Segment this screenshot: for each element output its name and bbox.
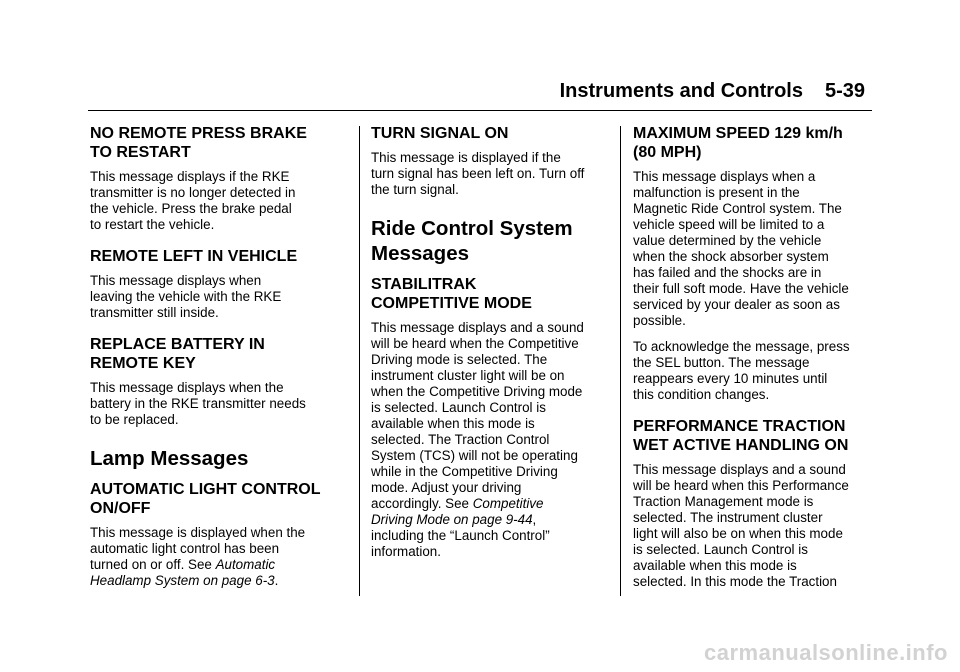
heading-remote-left: REMOTE LEFT IN VEHICLE bbox=[90, 248, 298, 265]
heading-max-speed: MAXIMUM SPEED 129 km/h (80 MPH) bbox=[633, 125, 843, 161]
section-title: Instruments and Controls bbox=[559, 80, 803, 102]
para-turn-signal: This message is displayed if the turn signal has been left on. Turn off the turn signal. bbox=[371, 150, 585, 197]
para-auto-light: This message is displayed when the automatic light control has been turned on or off. See Automatic Headlamp System on page 6-3. bbox=[90, 525, 306, 588]
column-right bbox=[633, 124, 873, 600]
heading-turn-signal: TURN SIGNAL ON bbox=[371, 125, 509, 142]
heading-performance-traction: PERFORMANCE TRACTION WET ACTIVE HANDLING ON bbox=[633, 418, 849, 454]
heading-ride-control: Ride Control System Messages bbox=[371, 217, 573, 265]
page-header bbox=[560, 80, 865, 103]
para-max-speed: This message displays when a malfunction is present in the Magnetic Ride Control system. The vehicle speed will be limited to a value determined by the vehicle when the shock absorber system has failed and the shocks are in their full soft mode. Have the vehicle serviced by your dealer as soon as possible. bbox=[633, 169, 849, 328]
page-number: 5-39 bbox=[824, 80, 865, 102]
para-acknowledge: To acknowledge the message, press the SEL button. The message reappears every 10 minutes until this condition changes. bbox=[633, 339, 850, 402]
link-competitive-driving[interactable]: Competitive Driving Mode on page 9-44 bbox=[371, 496, 544, 527]
link-automatic-headlamp[interactable]: Automatic Headlamp System on page 6-3 bbox=[90, 557, 276, 588]
heading-replace-battery: REPLACE BATTERY IN REMOTE KEY bbox=[90, 336, 265, 372]
column-left bbox=[90, 124, 330, 599]
column-divider bbox=[620, 126, 621, 596]
para-performance-traction: This message displays and a sound will be heard when this Performance Traction Management mode is selected. The instrument cluster light will also be on when this mode is selected. Launch Control is available when this mode is selected. In this mode the Traction bbox=[633, 462, 849, 589]
heading-stabilitrak: STABILITRAK COMPETITIVE MODE bbox=[371, 276, 532, 312]
heading-auto-light: AUTOMATIC LIGHT CONTROL ON/OFF bbox=[90, 481, 321, 517]
watermark: carmanualsonline.info bbox=[704, 640, 948, 665]
para-remote-left: This message displays when leaving the vehicle with the RKE transmitter still inside. bbox=[90, 273, 282, 320]
column-middle bbox=[371, 124, 611, 570]
para-no-remote: This message displays if the RKE transmitter is no longer detected in the vehicle. Press the brake pedal to restart the vehicle. bbox=[90, 169, 296, 232]
column-divider bbox=[359, 126, 360, 596]
header-rule bbox=[88, 110, 872, 111]
heading-no-remote: NO REMOTE PRESS BRAKE TO RESTART bbox=[90, 125, 307, 161]
para-stabilitrak: This message displays and a sound will be heard when the Competitive Driving mode is selected. The instrument cluster light will be on when the Competitive Driving mode is selected. Launch Control is available when this mode is selected. The Traction Control System (TCS) will not be operating while in the Competitive Driving mode. Adjust your driving accordingly. See Competitive Driving Mode on page 9-44, including the “Launch Control” information. bbox=[371, 320, 584, 559]
para-replace-battery: This message displays when the battery in the RKE transmitter needs to be replaced. bbox=[90, 380, 306, 427]
heading-lamp-messages: Lamp Messages bbox=[90, 447, 249, 470]
